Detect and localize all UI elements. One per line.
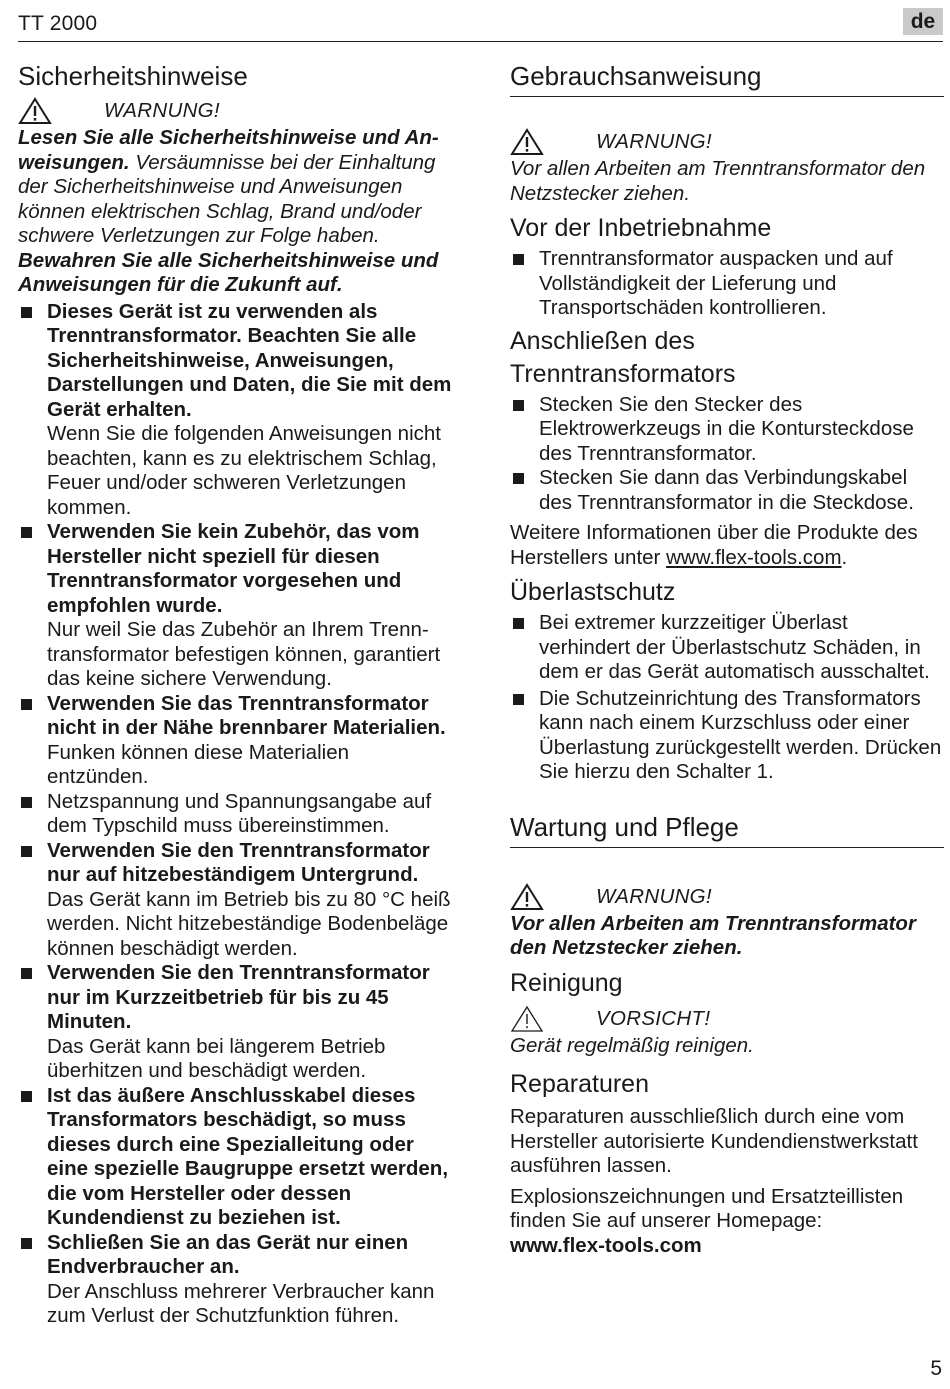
usage-title: Gebrauchsanweisung <box>510 60 944 97</box>
list-item <box>18 961 456 1084</box>
safety-list <box>18 300 456 1329</box>
bullet-square-icon <box>21 1091 32 1102</box>
maintenance-warning-row <box>510 882 944 912</box>
list-item <box>510 466 944 515</box>
intro-text: Versäumnisse bei der Einhaltung der Sicherheitshinweise und Anweisungen können elektrischen Schlag, Brand und/oder schwere Verletzungen zur Folge haben. <box>18 150 436 247</box>
list-item <box>510 687 944 785</box>
exploded-views-text: Explosionszeichnungen und Ersatzteillisten finden Sie auf unserer Homepage: <box>510 1184 904 1232</box>
list-item <box>510 611 944 685</box>
list-item <box>18 839 456 962</box>
manufacturer-link[interactable]: www.flex-tools.com <box>666 545 842 569</box>
repairs-text: Reparaturen ausschließlich durch eine vom Hersteller autorisierte Kundendienstwerkstatt ausführen lassen. <box>510 1105 918 1177</box>
language-badge: de <box>903 8 943 35</box>
connect-title <box>510 325 944 391</box>
bullet-square-icon <box>21 797 32 808</box>
warning-label: WARNUNG! <box>596 884 712 908</box>
warning-triangle-icon <box>18 97 52 125</box>
bullet-square-icon <box>21 1238 32 1249</box>
bullet-square-icon <box>513 400 524 411</box>
warning-triangle-icon <box>510 883 544 911</box>
right-column <box>510 60 944 1258</box>
item-lead: Verwenden Sie kein Zubehör, das vom Hersteller nicht speziell für diesen Trenntransformator vorgesehen und empfohlen wurde. <box>47 520 420 617</box>
list-item <box>18 790 456 839</box>
safety-intro <box>18 126 456 249</box>
item-lead: Schließen Sie an das Gerät nur einen Endverbraucher an. <box>47 1230 409 1278</box>
intro-bold-keep: Bewahren Sie alle Sicherheitshinweise und Anweisungen für die Zukunft auf. <box>18 248 439 296</box>
item-lead: Verwenden Sie das Trenntransformator nicht in der Nähe brennbarer Materialien. <box>47 691 446 739</box>
item-detail: Wenn Sie die folgenden Anweisungen nicht beachten, kann es zu elektrischem Schlag, Feuer und/oder schweren Verletzungen kommen. <box>47 422 441 519</box>
usage-warning-text: Vor allen Arbeiten am Trenntransformator den Netzstecker ziehen. <box>510 157 926 205</box>
more-info-label: Weitere Informationen über die Produkte des Herstellers unter <box>510 521 918 569</box>
warning-label: WARNUNG! <box>596 130 712 153</box>
more-info-text <box>510 521 944 570</box>
list-item <box>18 520 456 692</box>
bullet-square-icon <box>21 527 32 538</box>
item-detail: Das Gerät kann bei längerem Betrieb überhitzen und beschädigt werden. <box>47 1034 386 1082</box>
intro-bold-read: Lesen Sie alle Sicherheitshinweise und An-weisungen. <box>18 126 439 174</box>
document-id: TT 2000 <box>18 12 98 35</box>
item-lead: Verwenden Sie den Trenntransformator nur im Kurzzeitbetrieb für bis zu 45 Minuten. <box>47 961 430 1033</box>
item-lead: Dieses Gerät ist zu verwenden als Trenntransformator. Beachten Sie alle Sicherheitshinweise, Anweisungen, Darstellungen und Daten, die Sie mit dem Gerät erhalten. <box>47 299 452 421</box>
overload-title: Überlastschutz <box>510 578 676 606</box>
item-detail: Das Gerät kann im Betrieb bis zu 80 °C heiß werden. Nicht hitzebeständige Bodenbeläge können beschädigt werden. <box>47 887 451 960</box>
page-number: 5 <box>930 1357 942 1380</box>
connect-title-line2: Trenntransformators <box>510 359 736 388</box>
list-item <box>18 692 456 790</box>
connect-list <box>510 393 944 516</box>
before-use-list <box>510 247 944 321</box>
maintenance-warning-text: Vor allen Arbeiten am Trenntransformator den Netzstecker ziehen. <box>510 911 916 959</box>
bullet-square-icon <box>513 473 524 484</box>
item-text: Trenntransformator auspacken und auf Vollständigkeit der Lieferung und Transportschäden kontrollieren. <box>539 247 893 319</box>
caution-row <box>510 1004 944 1034</box>
caution-triangle-icon <box>510 1005 544 1033</box>
warning-triangle-icon <box>510 128 544 156</box>
item-text: Die Schutzeinrichtung des Transformators kann nach einem Kurzschluss oder einer Überlastung zurückgestellt werden. Drücken Sie hierzu den Schalter 1. <box>539 686 942 783</box>
bullet-square-icon <box>21 699 32 710</box>
connect-title-line1: Anschließen des <box>510 326 695 355</box>
item-detail: Der Anschluss mehrerer Verbraucher kann zum Verlust der Schutzfunktion führen. <box>47 1279 435 1327</box>
item-text: Bei extremer kurzzeitiger Überlast verhindert der Überlastschutz Schäden, in dem er das Gerät automatisch ausschaltet. <box>539 611 930 683</box>
more-info-end: . <box>841 545 848 569</box>
safety-title: Sicherheitshinweise <box>18 61 248 91</box>
caution-text: Gerät regelmäßig reinigen. <box>510 1033 754 1057</box>
warning-row <box>18 96 456 126</box>
item-detail: Netzspannung und Spannungsangabe auf dem Typschild muss übereinstimmen. <box>47 789 432 837</box>
bullet-square-icon <box>513 618 524 629</box>
bullet-square-icon <box>513 694 524 705</box>
page-header <box>18 8 943 42</box>
overload-list <box>510 611 944 785</box>
left-column <box>18 60 456 1329</box>
bullet-square-icon <box>21 307 32 318</box>
bullet-square-icon <box>21 846 32 857</box>
list-item <box>510 393 944 467</box>
list-item <box>18 1084 456 1231</box>
before-use-title: Vor der Inbetriebnahme <box>510 214 772 242</box>
repairs-title: Reparaturen <box>510 1070 649 1098</box>
item-text: Stecken Sie dann das Verbindungskabel des Trenntransformator in die Steckdose. <box>539 466 914 514</box>
caution-label: VORSICHT! <box>596 1006 711 1030</box>
homepage-url[interactable]: www.flex-tools.com <box>510 1233 702 1257</box>
bullet-square-icon <box>513 254 524 265</box>
item-detail: Funken können diese Materialien entzünden. <box>47 740 349 788</box>
item-detail: Nur weil Sie das Zubehör an Ihrem Trenn-transformator befestigen können, garantiert das keine sichere Verwendung. <box>47 618 441 690</box>
maintenance-title: Wartung und Pflege <box>510 811 944 848</box>
usage-warning-row <box>510 127 944 157</box>
bullet-square-icon <box>21 968 32 979</box>
cleaning-title: Reinigung <box>510 968 623 997</box>
item-lead: Verwenden Sie den Trenntransformator nur auf hitzebeständigem Untergrund. <box>47 838 430 886</box>
list-item <box>510 247 944 321</box>
list-item <box>18 300 456 521</box>
item-lead: Ist das äußere Anschlusskabel dieses Transformators beschädigt, so muss dieses durch eine Spezialleitung oder eine spezielle Baugruppe ersetzt werden, die vom Hersteller oder dessen Kundendienst zu beziehen ist. <box>47 1083 449 1229</box>
item-text: Stecken Sie den Stecker des Elektrowerkzeugs in die Kontursteckdose des Trenntransformator. <box>539 392 914 465</box>
list-item <box>18 1231 456 1329</box>
warning-label: WARNUNG! <box>104 99 220 122</box>
